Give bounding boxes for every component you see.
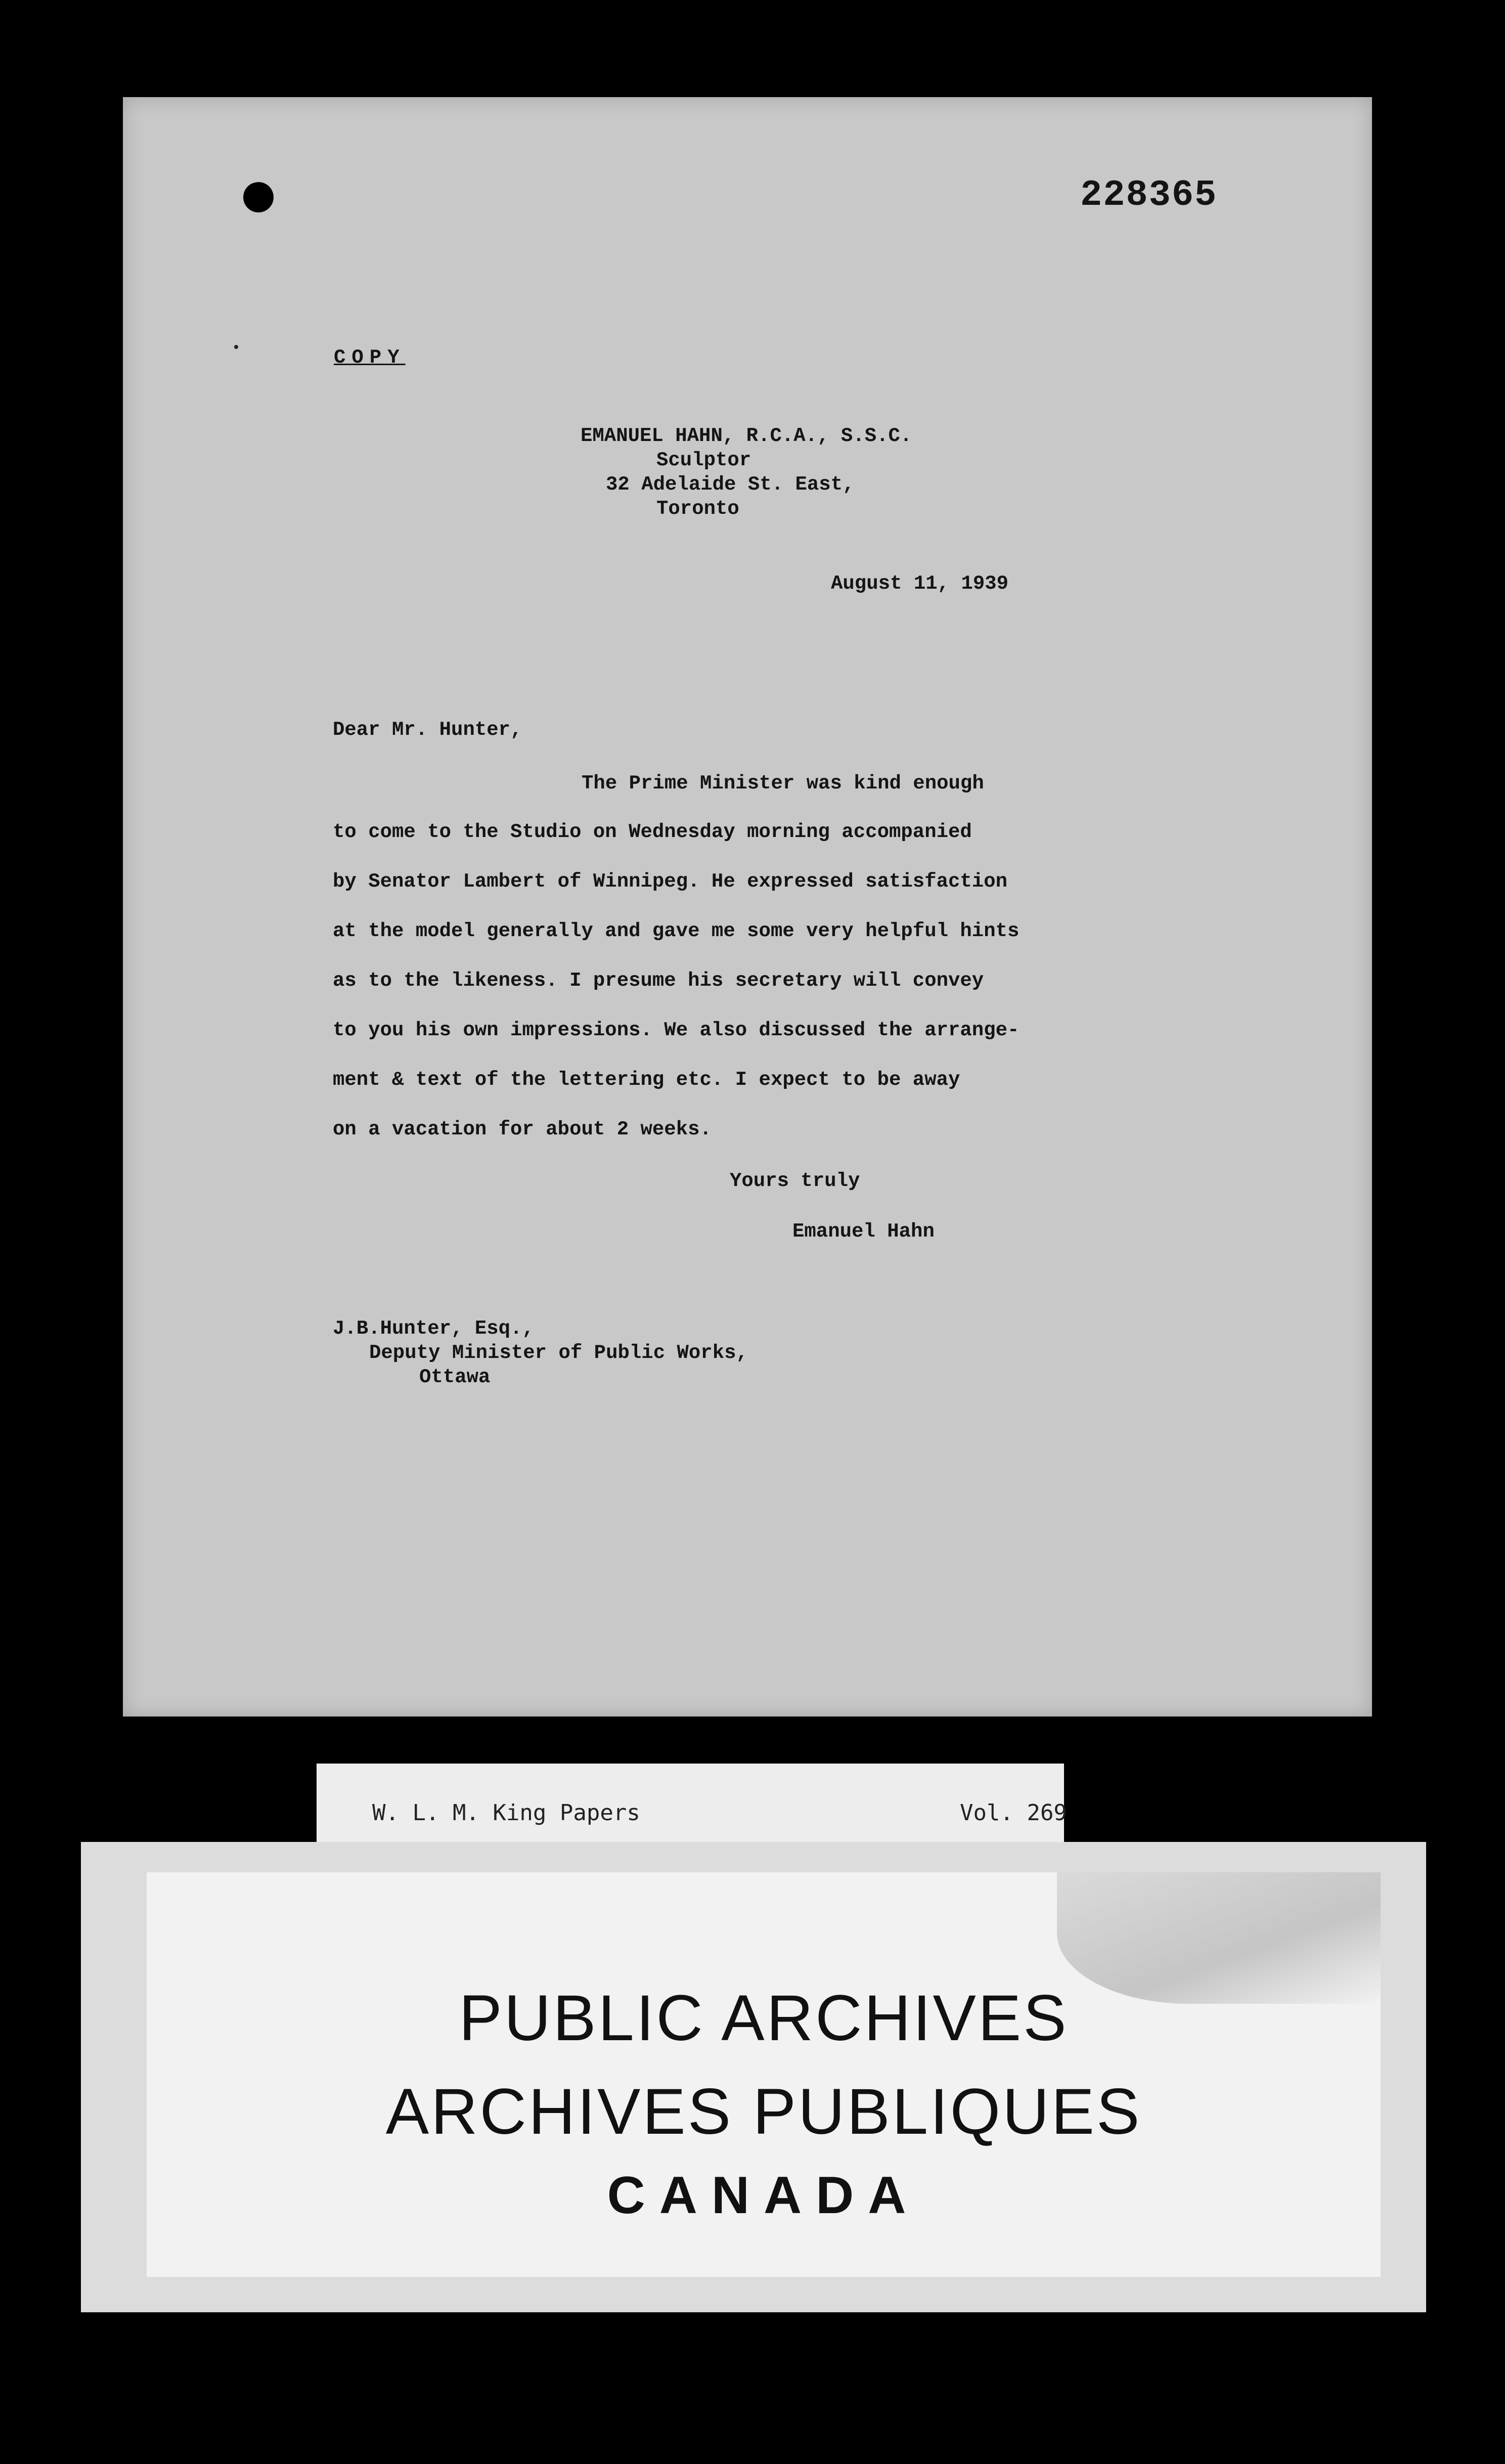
body-line: to come to the Studio on Wednesday morning accompanied	[333, 821, 972, 843]
archive-stamp-card	[147, 1872, 1381, 2277]
body-line: at the model generally and gave me some very helpful hints	[333, 920, 1020, 942]
copy-mark: COPY	[334, 346, 406, 369]
sender-city: Toronto	[656, 498, 739, 520]
recipient-position: Deputy Minister of Public Works,	[369, 1342, 748, 1364]
sender-name: EMANUEL HAHN, R.C.A., S.S.C.	[581, 425, 912, 447]
recipient-city: Ottawa	[419, 1366, 491, 1388]
volume-number: Vol. 269	[960, 1800, 1067, 1826]
body-line: by Senator Lambert of Winnipeg. He expressed satisfaction	[333, 870, 1008, 893]
sender-title: Sculptor	[656, 449, 751, 471]
letter-date: August 11, 1939	[831, 573, 1009, 595]
body-line: The Prime Minister was kind enough	[582, 772, 984, 795]
archive-title-english: PUBLIC ARCHIVES	[459, 1982, 1069, 2054]
letter-page	[123, 97, 1372, 1717]
signature: Emanuel Hahn	[792, 1220, 935, 1243]
closing: Yours truly	[730, 1170, 860, 1192]
archive-title-french: ARCHIVES PUBLIQUES	[385, 2076, 1142, 2148]
punch-hole	[243, 182, 274, 212]
paper-speck	[234, 345, 238, 349]
body-line: on a vacation for about 2 weeks.	[333, 1118, 712, 1140]
body-line: as to the likeness. I presume his secretary will convey	[333, 970, 984, 992]
collection-name: W. L. M. King Papers	[372, 1800, 640, 1826]
archive-country: CANADA	[607, 2166, 920, 2225]
salutation: Dear Mr. Hunter,	[333, 719, 522, 741]
body-line: to you his own impressions. We also discussed the arrange-	[333, 1019, 1020, 1041]
recipient-name: J.B.Hunter, Esq.,	[333, 1317, 534, 1340]
archive-stamp-panel	[81, 1842, 1426, 2312]
sender-address: 32 Adelaide St. East,	[606, 473, 855, 496]
body-line: ment & text of the lettering etc. I expect to be away	[333, 1069, 960, 1091]
document-number: 228365	[1080, 174, 1218, 216]
